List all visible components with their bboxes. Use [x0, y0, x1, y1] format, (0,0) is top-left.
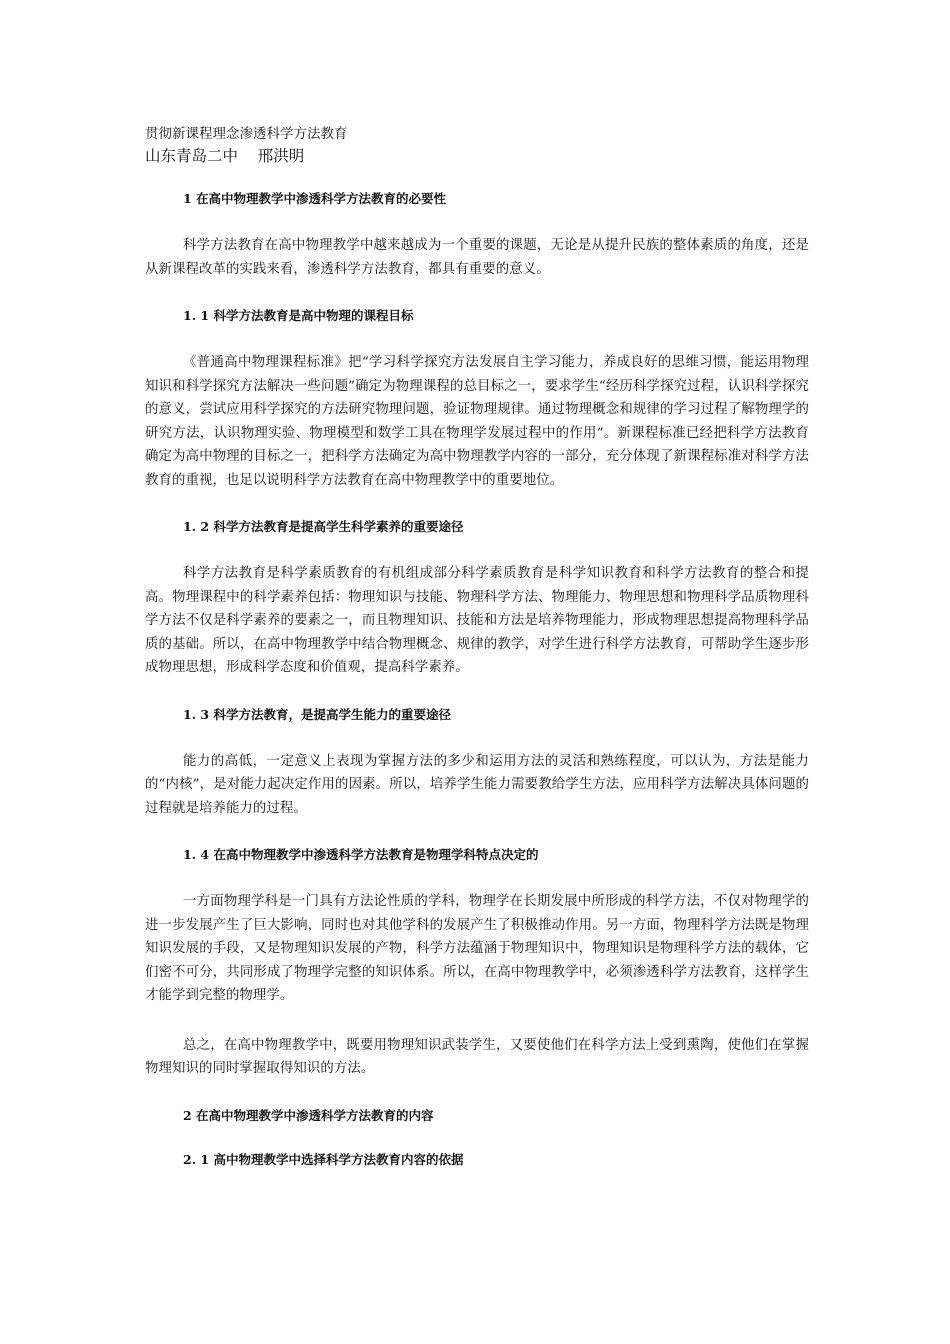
section-heading-1-3: 1. 3 科学方法教育，是提高学生能力的重要途径 — [183, 706, 451, 722]
document-page — [145, 124, 809, 1195]
paragraph-1: 科学方法教育在高中物理教学中越来越成为一个重要的课题，无论是从提升民族的整体素质的角度，还是从新课程改革的实践来看，渗透科学方法教育，都具有重要的意义。 — [145, 238, 809, 277]
document-title: 贯彻新课程理念渗透科学方法教育 — [145, 126, 348, 142]
paragraph-1-3: 能力的高低，一定意义上表现为掌握方法的多少和运用方法的灵活和熟练程度，可以认为，方法是能力的“内核”，是对能力起决定作用的因素。所以，培养学生能力需要教给学生方法，应用科学方法解决具体问题的过程就是培养能力的过程。 — [145, 753, 809, 816]
paragraph-1-4: 一方面物理学科是一门具有方法论性质的学科，物理学在长期发展中所形成的科学方法，不仅对物理学的进一步发展产生了巨大影响，同时也对其他学科的发展产生了积极推动作用。另一方面，物理科学方法既是物理知识发展的手段，又是物理知识发展的产物，科学方法蕴涵于物理知识中，物理知识是物理科学方法的载体，它们密不可分，共同形成了物理学完整的知识体系。所以，在高中物理教学中，必须渗透科学方法教育，这样学生才能学到完整的物理学。 — [145, 894, 809, 1003]
paragraph-1-1: 《普通高中物理课程标准》把“学习科学探究方法发展自主学习能力，养成良好的思维习惯，能运用物理知识和科学探究方法解决一些问题”确定为物理课程的总目标之一，要求学生“经历科学探究过程，认识科学探究的意义，尝试应用科学探究的方法研究物理问题，验证物理规律。通过物理概念和规律的学习过程了解物理学的研究方法，认识物理实验、物理模型和数学工具在物理学发展过程中的作用”。新课程标准已经把科学方法教育确定为高中物理的目标之一，把科学方法确定为高中物理教学内容的一部分，充分体现了新课程标准对科学方法教育的重视，也足以说明科学方法教育在高中物理教学中的重要地位。 — [145, 355, 809, 488]
paragraph-summary: 总之，在高中物理教学中，既要用物理知识武装学生，又要使他们在科学方法上受到熏陶，使他们在掌握物理知识的同时掌握取得知识的方法。 — [145, 1037, 809, 1076]
document-author: 山东青岛二中 邢洪明 — [145, 147, 305, 165]
section-heading-1-2: 1. 2 科学方法教育是提高学生科学素养的重要途径 — [183, 519, 464, 534]
section-heading-1: 1 在高中物理教学中渗透科学方法教育的必要性 — [183, 191, 447, 206]
paragraph-1-2: 科学方法教育是科学素质教育的有机组成部分科学素质教育是科学知识教育和科学方法教育的整合和提高。物理课程中的科学素养包括：物理知识与技能、物理科学方法、物理能力、物理思想和物理科学品质物理科学方法不仅是科学素养的要素之一，而且物理知识、技能和方法是培养物理能力，形成物理思想提高物理科学品质的基础。所以，在高中物理教学中结合物理概念、规律的教学，对学生进行科学方法教育，可帮助学生逐步形成物理思想，形成科学态度和价值观，提高科学素养。 — [145, 566, 809, 675]
section-heading-1-1: 1. 1 科学方法教育是高中物理的课程目标 — [183, 308, 414, 323]
section-heading-2-1: 2. 1 高中物理教学中选择科学方法教育内容的依据 — [183, 1151, 464, 1167]
section-heading-2: 2 在高中物理教学中渗透科学方法教育的内容 — [183, 1107, 434, 1123]
section-heading-1-4: 1. 4 在高中物理教学中渗透科学方法教育是物理学科特点决定的 — [183, 847, 539, 862]
